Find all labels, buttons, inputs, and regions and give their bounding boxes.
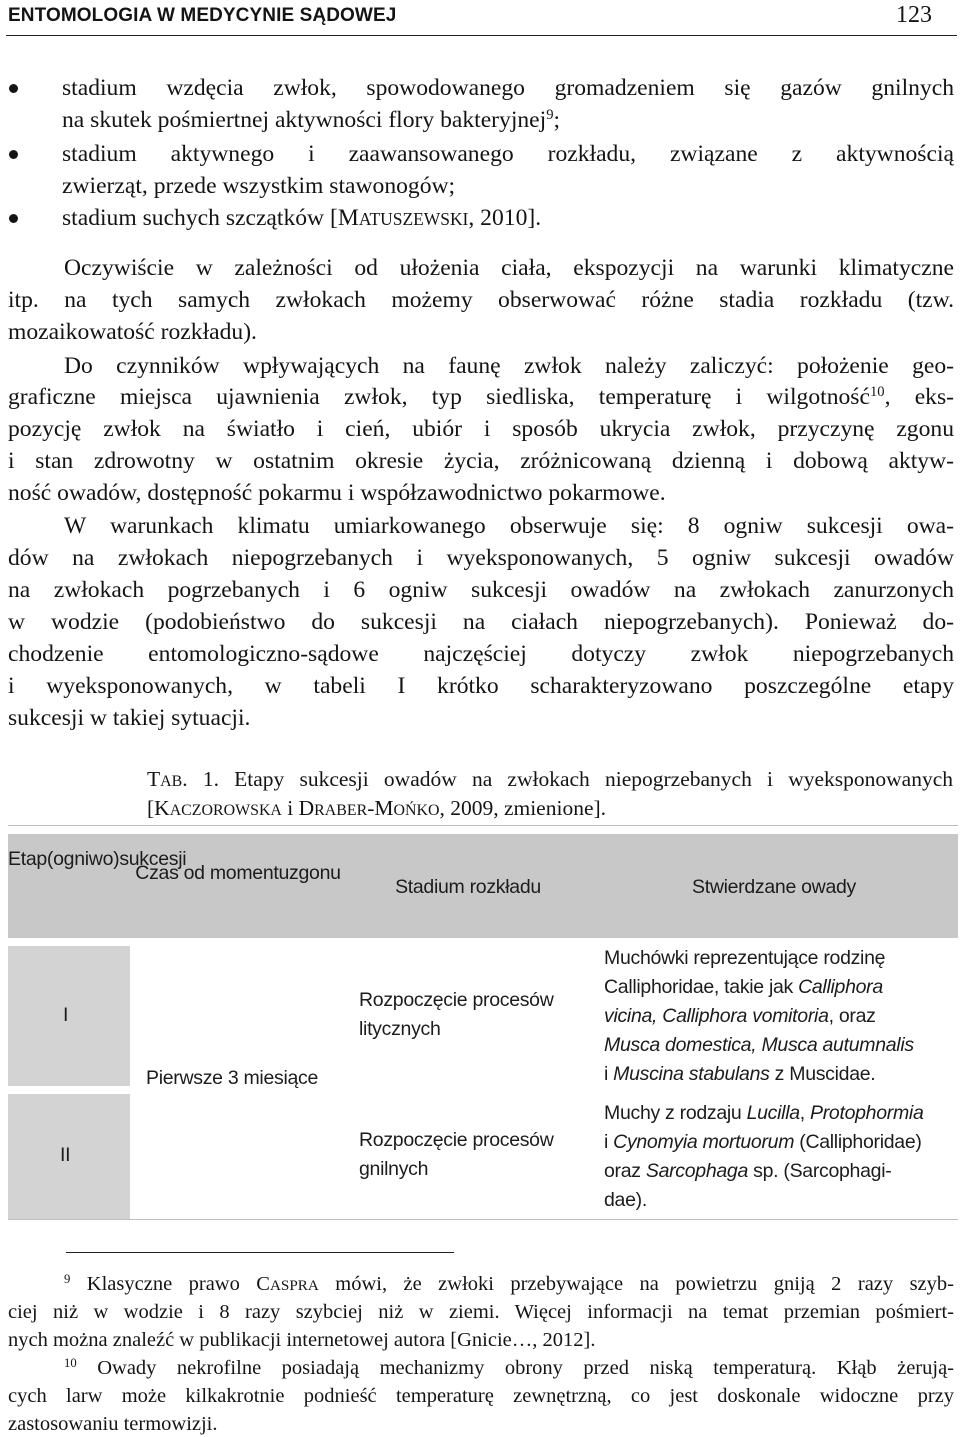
italic-text: Lucilla <box>746 1102 800 1124</box>
paragraph-line: w wodzie (podobieństwo do sukcesji na ciałach niepogrzebanych). Ponieważ do- <box>8 609 954 635</box>
cell-line: litycznych <box>359 1018 441 1040</box>
page-number: 123 <box>896 2 932 28</box>
paragraph-line: dów na zwłokach niepogrzebanych i wyeksponowanych, 5 ogniw sukcesji owadów <box>8 545 954 571</box>
insects-cell <box>604 1099 924 1215</box>
header-insects <box>590 873 958 902</box>
cell-line <box>604 1031 914 1060</box>
cell-line: zgonu <box>289 862 341 884</box>
header-decomposition <box>346 873 590 902</box>
caption-line: [KACZOROWSKA i DRABER-MOŃKO, 2009, zmienione]. <box>147 796 607 820</box>
small-caps-text: OŃKO <box>393 802 440 819</box>
insects-cell <box>604 944 914 1089</box>
cell-line: Stadium rozkładu <box>395 876 541 898</box>
paragraph-line: i stan zdrowotny w ostatnim okresie życia, zróżnicowaną dzienną i dobową aktyw- <box>8 448 954 474</box>
paragraph-line: graficzne miejsca ujawnienia zwłok, typ siedliska, temperaturę i wilgotność$^{10}$, eks- <box>8 383 954 410</box>
footnote-line: nych można znaleźć w publikacji internetowej autora [Gnicie…, 2012]. <box>8 1329 596 1351</box>
cell-line: vicina, Calliphora vomitoria, oraz <box>604 1005 876 1027</box>
small-caps-text: RABER <box>314 802 368 819</box>
cell-line: gnilnych <box>359 1158 429 1180</box>
cell-line: Etap <box>8 848 47 870</box>
small-caps-text: AB <box>160 773 183 790</box>
paragraph-line: pozycję zwłok na światło i cień, ubiór i sposób ukrycia zwłok, przyczynę zgonu <box>8 416 954 442</box>
footnote-marker: 10 <box>869 383 885 400</box>
cell-line: Calliphoridae, takie jak Calliphora <box>604 976 883 998</box>
paragraph-line: itp. na tych samych zwłokach możemy obserwować różne stadia rozkładu (tzw. <box>8 287 954 313</box>
italic-text: Muscina stabulans <box>613 1063 770 1085</box>
table-rule <box>8 825 958 826</box>
italic-text: vicina, Calliphora vomitoria <box>604 1005 829 1027</box>
cell-line: Rozpoczęcie procesów <box>359 1129 554 1151</box>
bullet-line: stadium aktywnego i zaawansowanego rozkładu, związane z aktywnością <box>62 141 954 167</box>
bullet-line: na skutek pośmiertnej aktywności flory bakteryjnej$^9$; <box>62 106 561 133</box>
bullet-line: stadium wzdęcia zwłok, spowodowanego gromadzeniem się gazów gnilnych <box>62 75 954 101</box>
bullet-dot <box>9 84 18 93</box>
paragraph-line: i wyeksponowanych, w tabeli I krótko scharakteryzowano poszczególne etapy <box>8 673 954 699</box>
decomposition-cell <box>359 1126 554 1184</box>
bullet-line: zwierząt, przede wszystkim stawonogów; <box>62 173 456 199</box>
small-caps-text: ACZOROWSKA <box>169 802 282 819</box>
small-caps-text: ATUSZEWSKI <box>358 209 469 229</box>
footnote-line: $^{10}$ Owady nekrofilne posiadają mechanizmy obrony przed niską temperaturą. Kłąb żerują- <box>64 1356 954 1379</box>
cell-line: dae). <box>604 1189 647 1211</box>
cell-line: (ogniwo) <box>46 848 120 870</box>
italic-text: Sarcophaga <box>645 1160 749 1182</box>
italic-text: Protophormia <box>810 1102 924 1124</box>
italic-text: Cynomyia mortuorum <box>613 1131 795 1153</box>
cell-line: Stwierdzane owady <box>692 876 856 898</box>
header-time <box>130 859 346 888</box>
paragraph-line: W warunkach klimatu umiarkowanego obserwuje się: 8 ogniw sukcesji owa- <box>64 513 954 539</box>
period-cell: Pierwsze 3 miesiące <box>146 1067 319 1089</box>
footnote-marker: 9 <box>546 106 554 123</box>
cell-line: Rozpoczęcie procesów <box>359 989 554 1011</box>
footnote-line: $^9$ Klasyczne prawo CASPRA mówi, że zwłoki przebywające na powietrzu gniją 2 razy szyb- <box>64 1272 954 1295</box>
header-rule <box>6 35 957 36</box>
paragraph-line: ność owadów, dostępność pokarmu i współzawodnictwo pokarmowe. <box>8 480 666 506</box>
caption-line: TAB. 1. Etapy sukcesji owadów na zwłokach niepogrzebanych i wyeksponowanych <box>147 767 953 791</box>
stage-label: I <box>63 1004 69 1026</box>
cell-line: Muchówki reprezentujące rodzinę <box>604 947 886 969</box>
cell-line: Czas od momentu <box>135 862 290 884</box>
cell-line: oraz Sarcophaga sp. (Sarcophagi- <box>604 1160 892 1182</box>
header-stage <box>8 845 187 874</box>
stage-label: II <box>60 1144 71 1166</box>
paragraph-line: sukcesji w takiej sytuacji. <box>8 705 251 731</box>
bullet-dot <box>9 214 18 223</box>
small-caps-text: ASPRA <box>269 1277 319 1294</box>
table-rule <box>8 1219 958 1220</box>
footnote-line: zastosowaniu termowizji. <box>8 1413 218 1435</box>
running-title: ENTOMOLOGIA W MEDYCYNIE SĄDOWEJ <box>8 5 397 26</box>
cell-line: i Cynomyia mortuorum (Calliphoridae) <box>604 1131 922 1153</box>
paragraph-line: Do czynników wpływających na faunę zwłok należy zaliczyć: położenie geo- <box>64 353 954 379</box>
paragraph-line: chodzenie entomologiczno-sądowe najczęściej dotyczy zwłok niepogrzebanych <box>8 641 954 667</box>
footnote-line: ciej niż w wodzie i 8 razy szybciej niż w ziemi. Więcej informacji na temat przemian pośmiert- <box>8 1301 954 1323</box>
bullet-dot <box>9 150 18 159</box>
italic-text: Musca domestica, Musca autumnalis <box>604 1034 914 1056</box>
cell-line: i Muscina stabulans z Muscidae. <box>604 1063 876 1085</box>
footnote-marker: 10 <box>64 1356 77 1371</box>
cell-line: Muchy z rodzaju Lucilla, Protophormia <box>604 1102 924 1124</box>
paragraph-line: na zwłokach pogrzebanych i 6 ogniw sukcesji owadów na zwłokach zanurzonych <box>8 577 954 603</box>
bullet-line: stadium suchych szczątków [MATUSZEWSKI, 2010]. <box>62 205 542 231</box>
footnote-marker: 9 <box>64 1272 71 1287</box>
stage-cell <box>8 946 130 1086</box>
decomposition-cell <box>359 986 554 1044</box>
paragraph-line: mozaikowatość rozkładu). <box>8 319 257 345</box>
footnote-rule <box>66 1252 454 1253</box>
footnote-line: cych larw może kilkakrotnie podnieść temperaturę zewnętrzną, co jest doskonale widoczne przy <box>8 1385 954 1407</box>
cell-line: sukcesji <box>119 848 187 870</box>
paragraph-line: Oczywiście w zależności od ułożenia ciała, ekspozycji na warunki klimatyczne <box>64 255 954 281</box>
italic-text: Calliphora <box>798 976 883 998</box>
